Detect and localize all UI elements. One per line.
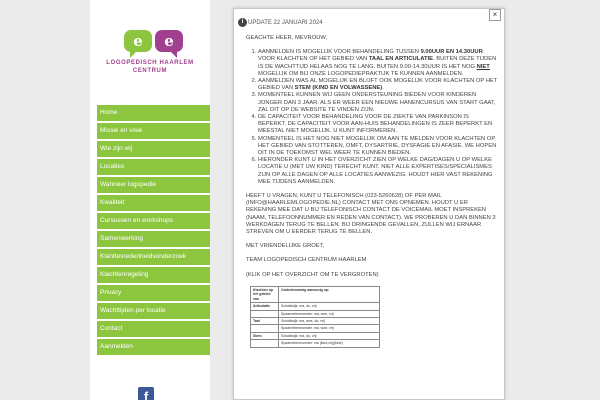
table-cell: Spaarnebermonster: ma (kind,vrij)(kind): [279, 340, 380, 347]
logo-bubble-green: e: [124, 30, 152, 52]
table-cell: Spaarnebermonster: ma, woe, vrij: [279, 325, 380, 332]
table-cell: [251, 340, 279, 347]
item-emphasis: NIET: [476, 63, 490, 70]
table-cell: Spaarnebermonster: ma, woe, vrij: [279, 310, 380, 317]
close-button[interactable]: ×: [489, 9, 501, 21]
facebook-icon[interactable]: f: [138, 387, 154, 400]
table-cell: Taal: [251, 317, 279, 324]
info-icon: i: [238, 18, 247, 27]
nav-item-home[interactable]: Home: [97, 105, 210, 121]
modal-content: [238, 18, 498, 348]
nav-item-samenwerking[interactable]: Samenwerking: [97, 231, 210, 247]
nav-item-wachttijden[interactable]: Wachttijden per locatie: [97, 303, 210, 319]
greeting: GEACHTE HEER, MEVROUW,: [246, 35, 328, 41]
announcement-item: 5. MOMENTEEL IS HET NOG NIET MOGELIJK OM AAN TE MELDEN VOOR KLACHTEN OP HET GEBIED VAN STOTTEREN, OMFT, DYSARTRIE, DYSFAGIE EN AFASIE. WE HOPEN DIT IN DE TOEKOMST WEL WEER TE KUNNEN BIEDEN.: [258, 136, 498, 158]
nav-item-privacy[interactable]: Privacy: [97, 285, 210, 301]
nav-item-klachtenregeling[interactable]: Klachtenregeling: [97, 267, 210, 283]
logo-bubble-purple: e: [155, 30, 183, 52]
table-cell: Schalkwijk: ma, woe, do, vrij: [279, 317, 380, 324]
announcement-list: [238, 49, 498, 186]
announcement-item: 6. HIERONDER KUNT U IN HET OVERZICHT ZIEN OP WELKE DAG/DAGEN U OP WELKE LOCATIE U (MET UW KIND) TERECHT KUNT. NIET ALLE EXPERTISES/SPECIALISMES ZIJN OP ALLE DAGEN OP ALLE LOCATIES AANWEZIG. HOUDT HIER VAST REKENING MEE TIJDENS AANMELDEN.: [258, 157, 498, 186]
nav-item-missie-en-visie[interactable]: Missie en visie: [97, 123, 210, 139]
item-emphasis: TAAL EN ARTICULATIE: [368, 56, 434, 63]
nav-item-wie-zijn-wij[interactable]: Wie zijn wij: [97, 141, 210, 157]
nav-item-contact[interactable]: Contact: [97, 321, 210, 337]
table-row: [251, 332, 380, 339]
site-logo[interactable]: [100, 30, 200, 82]
announcement-modal: [233, 8, 505, 400]
update-date: UPDATE 22 JANUARI 2024: [248, 20, 323, 27]
nav-item-locaties[interactable]: Locaties: [97, 159, 210, 175]
nav-item-aanmelden[interactable]: Aanmelden: [97, 339, 210, 355]
item-text: MOGELIJK OM BIJ ONZE LOGOPEDIEPRAKTIJK TE KUNNEN AANMELDEN.: [258, 70, 464, 77]
item-text: .: [382, 85, 384, 92]
table-cell: [251, 325, 279, 332]
logo-text: [100, 59, 200, 75]
table-row: [251, 303, 380, 310]
contact-paragraph: HEEFT U VRAGEN, KUNT U TELEFONISCH (023-5260628) OF PER MAIL (INFO@HAARLEMLOGOPEDIE.NL) CONTACT MET ONS OPNEMEN. HOUDT U ER REKENING MEE DAT U BIJ TELEFONISCH CONTACT DE VOICEMAIL MOET INSPREKEN (NAAM, TELEFOONNUMMER EN REDEN VAN CONTACT). WE PROBEREN U DAN BINNEN 3 WERKDAGEN TERUG TE BELLEN. BIJ DRINGENDE GEVALLEN, ZULLEN WIJ ERNAAR STREVEN OM U EERDER TERUG TE BELLEN.: [246, 193, 496, 236]
table-header: Klachten op het gebied van: [251, 286, 279, 302]
item-text: AANMELDEN IS MOGELIJK VOOR BEHANDELING TUSSEN: [258, 49, 421, 56]
nav-item-klanttevredenheid[interactable]: Klanttevredenheidsonderzoek: [97, 249, 210, 265]
table-cell: [251, 310, 279, 317]
item-text: AANMELDEN WAS AL MOGELIJK EN BLIJFT OOK MOGELIJK VOOR KLACHTEN OP HET GEBIED VAN: [258, 78, 498, 92]
logo-text-line2: CENTRUM: [132, 68, 168, 74]
table-row: [251, 317, 380, 324]
table-cell: Schalkwijk: ma, do, vrij: [279, 332, 380, 339]
table-row: [251, 325, 380, 332]
table-header-row: [251, 286, 380, 302]
nav-item-kwaliteit[interactable]: Kwaliteit: [97, 195, 210, 211]
schedule-overview-table[interactable]: [250, 286, 380, 348]
nav-item-cursussen[interactable]: Cursussen en workshops: [97, 213, 210, 229]
closing: MET VRIENDELIJKE GROET,: [246, 243, 325, 250]
item-text: VOOR KLACHTEN OP HET GEBIED VAN: [258, 56, 369, 63]
announcement-item: [258, 78, 498, 92]
nav-item-wanneer-logopedie[interactable]: Wanneer logopedie: [97, 177, 210, 193]
announcement-item: 4. DE CAPACITEIT VOOR BEHANDELING VOOR DE ZIEKTE VAN PARKINSON IS BEPERKT. DE CAPACITEIT VOOR AAN-HUIS BEHANDELINGEN IS ZEER BEPERKT EN MEESTAL NIET MOGELIJK. U KUNT INFORMEREN.: [258, 114, 498, 136]
main-navigation: [97, 105, 210, 357]
announcement-item: 3. MOMENTEEL KUNNEN WIJ GEEN ONDERSTEUNING BIEDEN VOOR KINDEREN JONGER DAN 3 JAAR. ALS ER WEER EEN NIEUWE HANENCURSUS VAN START GAAT, ZAL DIT OP DE WEBSITE TE VINDEN ZIJN.: [258, 92, 498, 114]
table-row: [251, 310, 380, 317]
table-cell: Schalkwijk: ma, do, vrij: [279, 303, 380, 310]
item-text: . BUITEN DEZE TIJDEN IS DE WACHTTIJD HELAAS NOG TE LANG. BUITEN 9.00-14.30UUR IS HET NOG: [258, 56, 497, 70]
item-emphasis: STEM (KIND EN VOLWASSENE): [294, 85, 383, 92]
table-header: Onderdrommig aanwezig op:: [279, 286, 380, 302]
update-heading: [238, 18, 498, 28]
table-row: [251, 340, 380, 347]
item-emphasis: 9.00UUR EN 14.30UUR: [420, 49, 483, 56]
table-cell: Stem: [251, 332, 279, 339]
enlarge-note: (KLIK OP HET OVERZICHT OM TE VERGROTEN): [246, 271, 379, 278]
table-cell: Articulatie: [251, 303, 279, 310]
team-signature: TEAM LOGOPEDISCH CENTRUM HAARLEM: [246, 257, 367, 264]
logo-text-line1: LOGOPEDISCH HAARLEM: [106, 60, 194, 66]
announcement-item: [258, 49, 498, 78]
